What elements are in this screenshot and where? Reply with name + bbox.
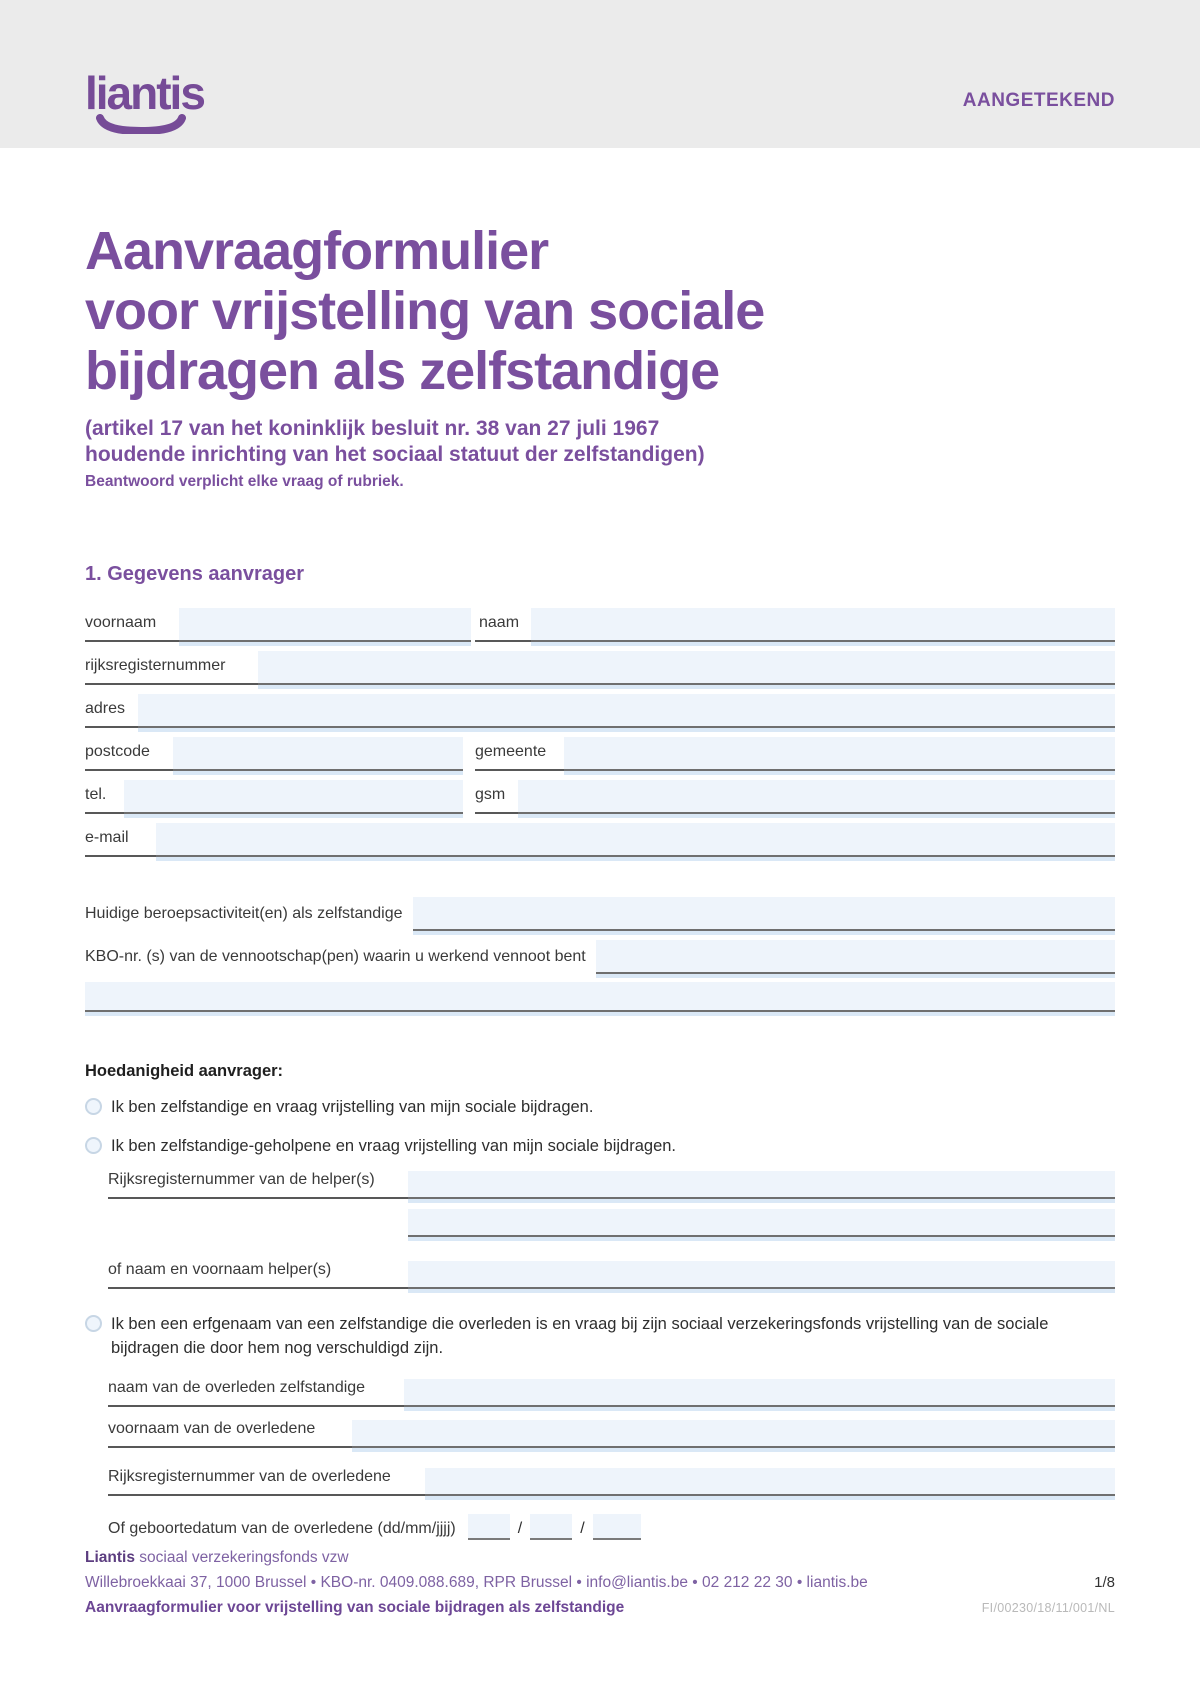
row-email [85,823,1115,857]
radio-zelfstandige[interactable] [85,1098,102,1115]
geboortedatum-dd-input[interactable] [468,1514,510,1540]
page-number: 1/8 [1094,1574,1115,1591]
row-naam-helpers [108,1261,1115,1289]
row-postcode-gemeente [85,737,1115,771]
row-kbo-extra [85,982,1115,1012]
row-voornaam-naam [85,608,1115,642]
row-kbo [85,940,1115,974]
page-subtitle-line1: (artikel 17 van het koninklijk besluit nr. 38 van 27 juli 1967 [85,416,660,440]
section1-heading: 1. Gegevens aanvrager [85,563,305,586]
rijksregisternummer-label: rijksregisternummer [85,657,258,685]
option-zelfstandige-geholpene-label: Ik ben zelfstandige-geholpene en vraag vrijstelling van mijn sociale bijdragen. [111,1137,677,1156]
page-subtitle-line2: houdende inrichting van het sociaal statuut der zelfstandigen) [85,443,705,467]
rijksregisternummer-overledene-label: Rijksregisternummer van de overledene [108,1468,425,1496]
page-title-line2: voor vrijstelling van sociale [85,280,765,341]
page-subtitle [85,416,1115,469]
row-geboortedatum-overledene [108,1514,1115,1540]
rijksregisternummer-helpers-input[interactable] [408,1171,1115,1199]
voornaam-input[interactable] [179,608,471,642]
naam-helpers-label: of naam en voornaam helper(s) [108,1261,408,1289]
voornaam-overledene-input[interactable] [352,1420,1115,1448]
footer-org-suffix: sociaal verzekeringsfonds vzw [134,1549,349,1566]
footer-doctitle-row [85,1599,1115,1617]
voornaam-label: voornaam [85,614,179,642]
rijksregisternummer-helpers-input-2[interactable] [408,1209,1115,1237]
kbo-input[interactable] [596,940,1115,974]
activiteit-input[interactable] [413,897,1115,931]
naam-input[interactable] [531,608,1115,642]
activiteit-label: Huidige beroepsactiviteit(en) als zelfstandige [85,905,403,923]
radio-zelfstandige-geholpene[interactable] [85,1137,102,1154]
postcode-input[interactable] [173,737,463,771]
naam-overledene-label: naam van de overleden zelfstandige [108,1379,404,1407]
row-rijksregisternummer-overledene [108,1468,1115,1496]
form-content [0,222,1200,1540]
geboortedatum-mm-input[interactable] [530,1514,572,1540]
page-title [85,222,1115,402]
gemeente-label: gemeente [475,743,564,771]
geboortedatum-label: Of geboortedatum van de overledene (dd/mm/jjjj) [108,1520,456,1537]
footer-doc-title: Aanvraagformulier voor vrijstelling van sociale bijdragen als zelfstandige [85,1599,625,1616]
radio-erfgenaam[interactable] [85,1315,102,1332]
footer-address-row [85,1574,1115,1592]
email-input[interactable] [156,823,1115,857]
row-naam-overledene [108,1379,1115,1407]
row-tel-gsm [85,780,1115,814]
hoedanigheid-heading: Hoedanigheid aanvrager: [85,1062,284,1081]
postcode-label: postcode [85,743,173,771]
row-activiteit [85,897,1115,931]
naam-overledene-input[interactable] [404,1379,1115,1407]
kbo-extra-input[interactable] [85,982,1115,1012]
mandatory-note: Beantwoord verplicht elke vraag of rubriek. [85,473,404,491]
gsm-label: gsm [475,786,518,814]
liantis-logo-swoosh-icon [95,114,187,134]
naam-helpers-input[interactable] [408,1261,1115,1289]
tel-label: tel. [85,786,124,814]
footer-org [85,1549,1115,1567]
page-title-line3: bijdragen als zelfstandige [85,340,720,401]
page-footer [85,1549,1115,1617]
row-voornaam-overledene [108,1420,1115,1448]
date-separator: / [580,1520,585,1537]
rijksregisternummer-input[interactable] [258,651,1115,685]
rijksregisternummer-helpers-label: Rijksregisternummer van de helper(s) [108,1171,408,1199]
rijksregisternummer-overledene-input[interactable] [425,1468,1115,1496]
option-zelfstandige-geholpene [85,1135,1115,1159]
option-zelfstandige [85,1096,1115,1120]
date-separator: / [517,1520,523,1537]
gemeente-input[interactable] [564,737,1115,771]
footer-org-name: Liantis [85,1549,135,1566]
voornaam-overledene-label: voornaam van de overledene [108,1420,352,1448]
row-adres [85,694,1115,728]
adres-input[interactable] [138,694,1115,728]
option-zelfstandige-label: Ik ben zelfstandige en vraag vrijstelling van mijn sociale bijdragen. [111,1098,594,1117]
liantis-logo-wordmark: liantis [85,67,204,119]
footer-reference-code: FI/00230/18/11/001/NL [981,1601,1115,1615]
adres-label: adres [85,700,138,728]
header-band [0,0,1200,148]
email-label: e-mail [85,829,156,857]
naam-label: naam [475,614,531,642]
geboortedatum-jjjj-input[interactable] [593,1514,641,1540]
row-rijksregisternummer-helpers-2 [108,1209,1115,1237]
aangetekend-badge: AANGETEKEND [962,90,1115,111]
tel-input[interactable] [124,780,463,814]
gsm-input[interactable] [518,780,1115,814]
row-rijksregisternummer-helpers [108,1171,1115,1199]
option-erfgenaam-label: Ik ben een erfgenaam van een zelfstandige die overleden is en vraag bij zijn sociaal verzekeringsfonds vrijstelling van de sociale bijdragen die door hem nog verschuldigd zijn. [111,1315,1049,1358]
footer-address: Willebroekkaai 37, 1000 Brussel • KBO-nr. 0409.088.689, RPR Brussel • info@liantis.be • 02 212 22 30 • liantis.be [85,1574,868,1591]
option-erfgenaam [85,1313,1115,1361]
row-rijksregisternummer [85,651,1115,685]
page-title-line1: Aanvraagformulier [85,221,549,281]
kbo-label: KBO-nr. (s) van de vennootschap(pen) waarin u werkend vennoot bent [85,948,586,966]
liantis-logo [85,67,204,134]
